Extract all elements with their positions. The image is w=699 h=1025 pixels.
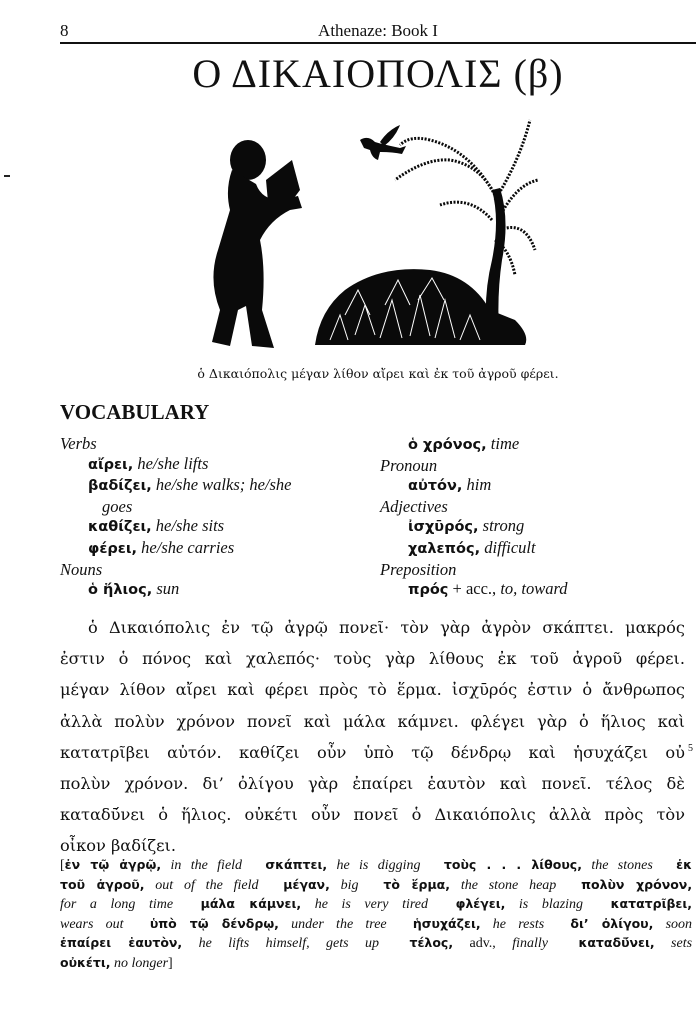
gloss-greek: φλέγει, [455, 896, 506, 912]
vocab-entry [60, 454, 360, 476]
reading-passage [60, 612, 685, 862]
bird [360, 125, 406, 160]
gloss-text: ] [168, 955, 173, 971]
reading-line: καταδῡ́νει ὁ ἥλιος. οὐκέτι οὖν πονεῖ ὁ Δικαιόπολις ἀλλὰ πρὸς τὸν [60, 805, 685, 825]
vocabulary-left-column [60, 434, 360, 601]
vocab-grammar: + acc., [448, 579, 501, 599]
vocab-english: sun [156, 579, 180, 599]
gloss-english: finally [512, 936, 549, 952]
vocab-entry [60, 538, 360, 560]
gloss-greek: ἐκ [676, 857, 693, 872]
vocab-category: Adjectives [380, 496, 448, 516]
tree-branches [395, 120, 538, 275]
vocab-entry [60, 516, 360, 538]
vocab-entry [60, 475, 360, 516]
gloss-greek: ἡσυχάζει, [412, 915, 481, 931]
vocab-english: strong [482, 516, 525, 536]
gloss-greek: πολὺν χρόνον, [581, 876, 693, 892]
gloss-english: he rests [480, 916, 545, 932]
reading-line: μέγαν λίθον αἴρει καὶ φέρει πρὸς τὸ ἕρμα. ἰσχῡρός ἐστιν ὁ ἄνθρωπος [60, 680, 685, 700]
gloss-text: adv., [453, 936, 513, 952]
man-figure [212, 140, 302, 348]
gloss-english: no longer [110, 955, 169, 971]
vocab-greek: βαδίζει, [88, 478, 152, 495]
reading-line: ἐστιν ὁ πόνος καὶ χαλεπός· τοὺς γὰρ λίθους ἐκ τοῦ ἀγροῦ φέρει. [60, 649, 685, 669]
gloss-line [60, 856, 692, 876]
vocab-entry [380, 579, 680, 601]
vocab-entry [380, 434, 680, 456]
vocab-category: Preposition [380, 559, 457, 579]
gloss-english: under the tree [278, 916, 387, 932]
reading-line: ἀλλὰ πολὺν χρόνον πονεῖ καὶ μάλα κάμνει. φλέγει γὰρ ὁ ἥλιος καὶ [60, 711, 685, 731]
gloss-english: in the field [161, 858, 243, 873]
gloss-text: [ [60, 858, 65, 873]
vocab-category: Verbs [60, 434, 97, 453]
gloss-english: out of the field [144, 877, 259, 893]
vocab-entry [380, 475, 680, 497]
gloss-greek: κατατρῖβει, [610, 896, 692, 912]
vocab-english: he/she carries [141, 537, 235, 557]
vocab-english: he/she lifts [137, 453, 209, 473]
reading-line: οἶκον βαδίζει. [60, 836, 176, 856]
gloss-english: he lifts himself, gets up [182, 936, 380, 952]
glosses [60, 856, 692, 974]
line-number: 5 [688, 743, 693, 754]
gloss-line [60, 876, 692, 896]
gloss-line [60, 915, 692, 935]
vocab-category: Nouns [60, 559, 103, 579]
vocab-greek: φέρει, [88, 540, 138, 557]
gloss-greek: ὑπὸ τῷ δένδρῳ, [149, 915, 279, 931]
gloss-english: he is digging [327, 858, 421, 873]
gloss-english: wears out [60, 916, 124, 932]
vocab-greek: καθίζει, [88, 519, 152, 536]
vocab-greek: ὁ χρόνος, [408, 437, 487, 453]
gloss-line [60, 934, 692, 954]
running-head [60, 20, 696, 44]
black-figure-vase-illustration-icon [170, 110, 540, 360]
book-title: Athenaze: Book I [318, 21, 438, 40]
chapter-title: Ο ΔΙΚΑΙΟΠΟΛΙΣ (β) [192, 51, 564, 96]
gloss-greek: καταδῡ́νει, [578, 935, 655, 951]
page-number: 8 [60, 21, 69, 40]
gloss-greek: ἐπαίρει ἑαυτὸν, [60, 935, 183, 951]
gloss-english: the stones [581, 858, 653, 873]
gloss-greek: οὐκέτι, [60, 954, 111, 970]
gloss-english: the stone heap [450, 877, 557, 893]
vocab-entry [60, 579, 360, 601]
gloss-greek: μέγαν, [283, 876, 330, 892]
gloss-english: sets [654, 936, 693, 952]
vocab-english: him [466, 475, 492, 495]
vocab-english: time [490, 434, 520, 453]
vocab-greek: ὁ ἥλιος, [88, 582, 153, 599]
vocab-english: he/she sits [155, 516, 225, 536]
gloss-greek: δι’ ὀλίγου, [570, 915, 654, 931]
gloss-english: big [329, 877, 359, 893]
vocab-greek: χαλεπός, [408, 540, 481, 557]
gloss-line [60, 954, 692, 974]
vocab-english: he/she walks; he/she [155, 475, 292, 495]
reading-line: πολὺν χρόνον. δι’ ὀλίγου γὰρ ἐπαίρει ἑαυτὸν καὶ πονεῖ. τέλος δὲ [60, 774, 685, 794]
margin-mark [4, 175, 10, 177]
reading-line: ὁ Δικαιόπολις ἐν τῷ ἀγρῷ πονεῖ· τὸν γὰρ ἀγρὸν σκάπτει. μακρός [88, 618, 685, 637]
vocab-entry [380, 516, 680, 538]
vocabulary-right-column [380, 434, 680, 601]
vocab-english: to, toward [500, 579, 568, 599]
vocab-category: Pronoun [380, 455, 438, 475]
vocab-greek: ἰσχῡρός, [408, 519, 479, 536]
illustration-caption: ὁ Δικαιόπολις μέγαν λίθον αἴρει καὶ ἐκ τοῦ ἀγροῦ φέρει. [197, 366, 559, 381]
gloss-greek: σκάπτει, [265, 857, 328, 872]
gloss-line [60, 895, 692, 915]
gloss-english: he is very tired [301, 897, 428, 913]
gloss-english: for a long time [60, 897, 174, 913]
vocabulary-heading: VOCABULARY [60, 400, 210, 424]
gloss-greek: τοῦ ἀγροῦ, [60, 876, 145, 892]
gloss-greek: ἐν τῷ ἀγρῷ, [64, 857, 162, 872]
vocab-greek: πρός [408, 582, 449, 599]
gloss-greek: τὸ ἕρμα, [383, 876, 451, 892]
gloss-greek: μάλα κάμνει, [200, 896, 302, 912]
vocab-english: difficult [484, 537, 536, 557]
vocab-entry [380, 538, 680, 560]
gloss-greek: τοὺς . . . λίθους, [443, 857, 582, 872]
gloss-english: is blazing [505, 897, 584, 913]
vocab-english-continued: goes [102, 496, 133, 516]
reading-line: κατατρῖβει αὐτόν. καθίζει οὖν ὑπὸ τῷ δένδρῳ καὶ ἡσυχάζει οὐ [60, 742, 685, 762]
gloss-english: soon [653, 916, 693, 932]
vocab-greek: αὐτόν, [408, 478, 463, 495]
gloss-greek: τέλος, [409, 935, 454, 951]
vocab-greek: αἴρει, [88, 456, 134, 473]
